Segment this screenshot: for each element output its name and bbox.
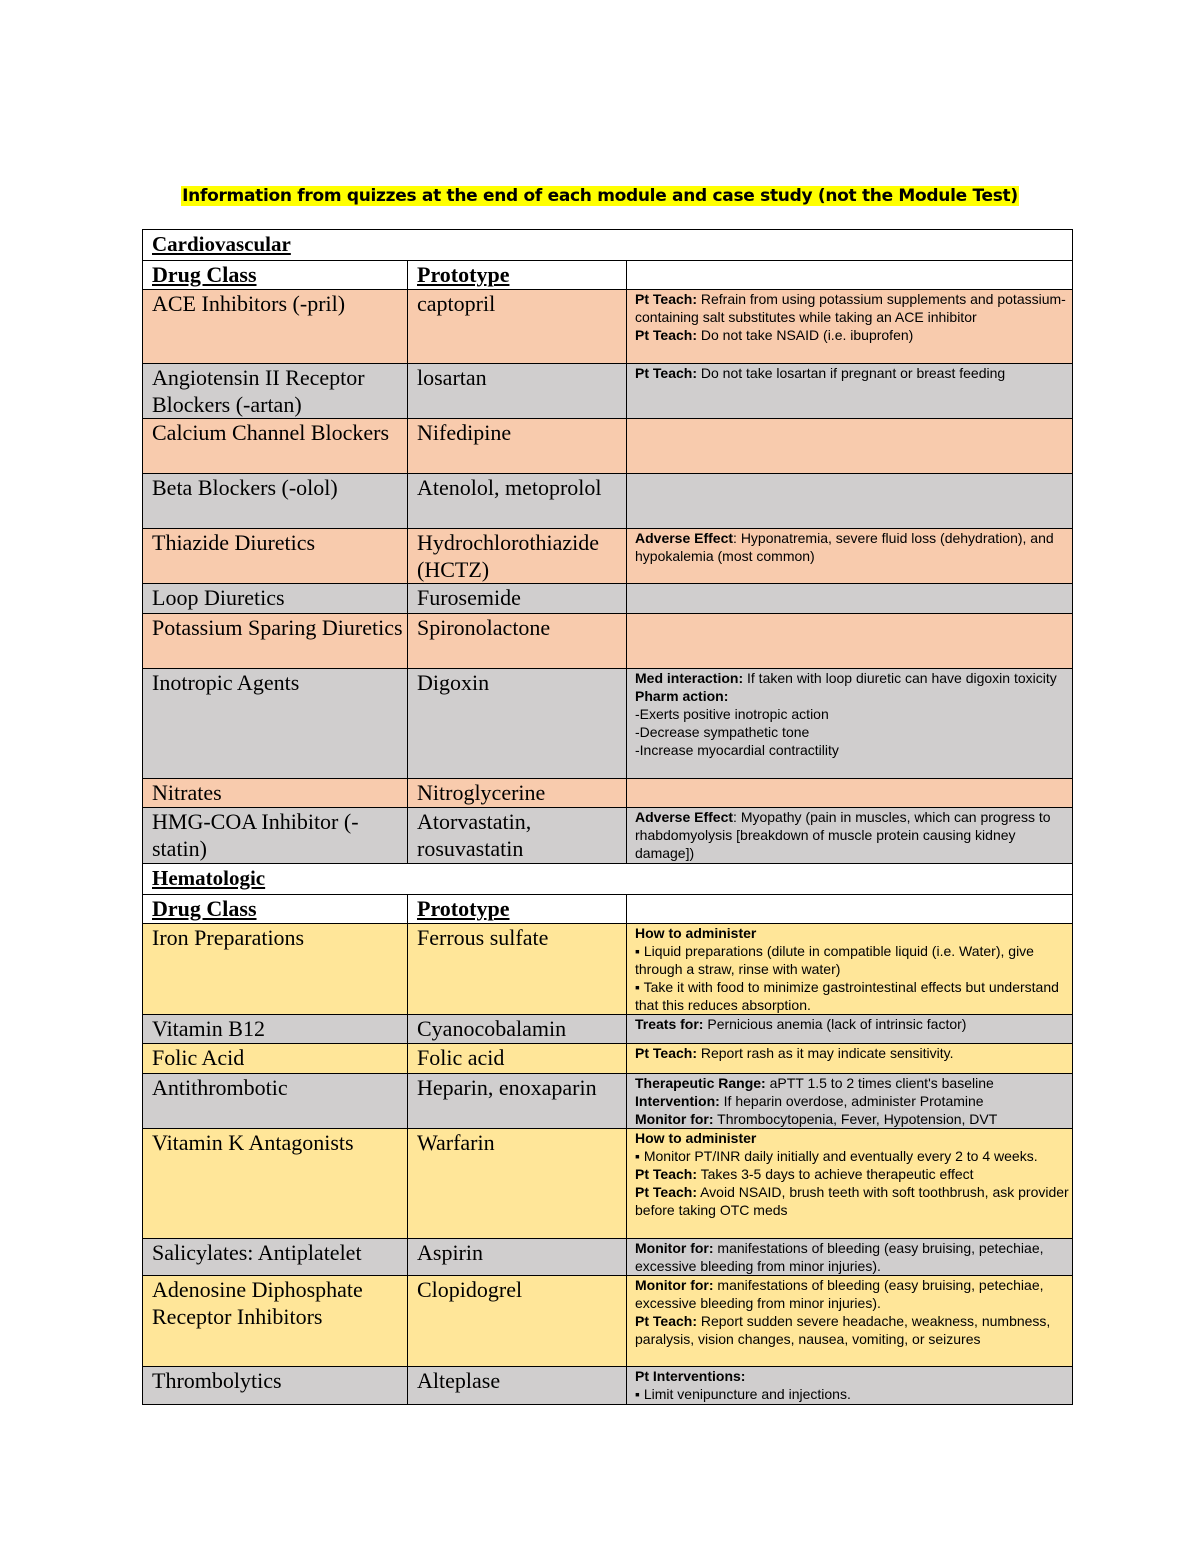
- drug-class-cell: ACE Inhibitors (-pril): [143, 290, 408, 364]
- note-line: Monitor for: manifestations of bleeding (easy bruising, petechiae, excessive bleeding from minor injuries).: [635, 1240, 1044, 1274]
- note-line: Med interaction: If taken with loop diuretic can have digoxin toxicity: [635, 670, 1057, 686]
- notes-cell: [627, 1276, 1073, 1367]
- note-line: How to administer: [635, 925, 757, 941]
- note-line: How to administer: [635, 1130, 757, 1146]
- drug-class-cell: Vitamin K Antagonists: [143, 1129, 408, 1239]
- table-row: [143, 364, 1073, 419]
- drug-class-cell: Antithrombotic: [143, 1074, 408, 1129]
- table-row: [143, 1129, 1073, 1239]
- note-line: Monitor for: Thrombocytopenia, Fever, Hypotension, DVT: [635, 1111, 998, 1127]
- table-row: [143, 1074, 1073, 1129]
- prototype-cell: Hydrochlorothiazide (HCTZ): [408, 529, 627, 584]
- note-line: Adverse Effect: Myopathy (pain in muscles, which can progress to rhabdomyolysis [breakdown of muscle protein causing kidney damage]): [635, 809, 1051, 861]
- note-line: Pt Teach: Do not take NSAID (i.e. ibuprofen): [635, 327, 914, 343]
- section-title-cardiovascular: Cardiovascular: [143, 230, 1073, 261]
- table-row: [143, 669, 1073, 779]
- prototype-cell: Nifedipine: [408, 419, 627, 474]
- note-line: Pt Teach: Avoid NSAID, brush teeth with soft toothbrush, ask provider before taking OTC meds: [635, 1184, 1069, 1218]
- header-row: [143, 261, 1073, 290]
- note-line: Therapeutic Range: aPTT 1.5 to 2 times client's baseline: [635, 1075, 994, 1091]
- note-line: Pharm action:: [635, 688, 729, 704]
- note-line: Treats for: Pernicious anemia (lack of intrinsic factor): [635, 1016, 967, 1032]
- column-header-drug-class: Drug Class: [143, 261, 408, 290]
- drug-class-cell: Loop Diuretics: [143, 584, 408, 614]
- column-header-notes: [627, 895, 1073, 924]
- prototype-cell: Folic acid: [408, 1044, 627, 1074]
- notes-cell: [627, 584, 1073, 614]
- column-header-notes: [627, 261, 1073, 290]
- prototype-cell: Ferrous sulfate: [408, 924, 627, 1015]
- drug-class-cell: Angiotensin II Receptor Blockers (-artan): [143, 364, 408, 419]
- notes-cell: [627, 779, 1073, 808]
- prototype-cell: Atenolol, metoprolol: [408, 474, 627, 529]
- table-row: [143, 1276, 1073, 1367]
- notes-cell: [627, 290, 1073, 364]
- table-row: [143, 1015, 1073, 1044]
- drug-class-cell: Folic Acid: [143, 1044, 408, 1074]
- prototype-cell: Furosemide: [408, 584, 627, 614]
- prototype-cell: losartan: [408, 364, 627, 419]
- drug-class-cell: Thiazide Diuretics: [143, 529, 408, 584]
- drug-class-cell: Calcium Channel Blockers: [143, 419, 408, 474]
- notes-cell: [627, 1239, 1073, 1276]
- prototype-cell: Heparin, enoxaparin: [408, 1074, 627, 1129]
- drug-class-cell: Inotropic Agents: [143, 669, 408, 779]
- table-row: [143, 584, 1073, 614]
- drug-class-cell: Vitamin B12: [143, 1015, 408, 1044]
- note-line: Pt Interventions:: [635, 1368, 746, 1384]
- note-line: ▪ Limit venipuncture and injections.: [635, 1386, 851, 1402]
- section-title-hematologic: Hematologic: [143, 864, 1073, 895]
- note-line: -Increase myocardial contractility: [635, 742, 839, 758]
- note-line: Pt Teach: Refrain from using potassium supplements and potassium-containing salt substitutes while taking an ACE inhibitor: [635, 291, 1066, 325]
- prototype-cell: Atorvastatin, rosuvastatin: [408, 808, 627, 864]
- drug-class-cell: Potassium Sparing Diuretics: [143, 614, 408, 669]
- notes-cell: [627, 474, 1073, 529]
- note-line: -Decrease sympathetic tone: [635, 724, 810, 740]
- prototype-cell: Nitroglycerine: [408, 779, 627, 808]
- note-line: Adverse Effect: Hyponatremia, severe fluid loss (dehydration), and hypokalemia (most common): [635, 530, 1054, 564]
- notes-cell: [627, 364, 1073, 419]
- prototype-cell: Spironolactone: [408, 614, 627, 669]
- notes-cell: [627, 1074, 1073, 1129]
- header-row: [143, 895, 1073, 924]
- notes-cell: [627, 924, 1073, 1015]
- column-header-prototype: Prototype: [408, 895, 627, 924]
- notes-cell: [627, 419, 1073, 474]
- drug-class-cell: Iron Preparations: [143, 924, 408, 1015]
- note-line: ▪ Liquid preparations (dilute in compatible liquid (i.e. Water), give through a straw, rinse with water): [635, 943, 1034, 977]
- table-row: [143, 1239, 1073, 1276]
- note-line: Pt Teach: Report sudden severe headache, weakness, numbness, paralysis, vision changes, nausea, vomiting, or seizures: [635, 1313, 1051, 1347]
- note-line: Pt Teach: Report rash as it may indicate sensitivity.: [635, 1045, 954, 1061]
- table-row: [143, 779, 1073, 808]
- note-line: Intervention: If heparin overdose, administer Protamine: [635, 1093, 984, 1109]
- notes-cell: [627, 529, 1073, 584]
- drug-table: [142, 229, 1073, 1405]
- prototype-cell: Digoxin: [408, 669, 627, 779]
- table-row: [143, 1044, 1073, 1074]
- note-line: -Exerts positive inotropic action: [635, 706, 829, 722]
- document-title-text: Information from quizzes at the end of each module and case study (not the Module Test): [182, 186, 1018, 206]
- section-row-hematologic: [143, 864, 1073, 895]
- notes-cell: [627, 1044, 1073, 1074]
- drug-class-cell: Beta Blockers (-olol): [143, 474, 408, 529]
- note-line: Monitor for: manifestations of bleeding (easy bruising, petechiae, excessive bleeding from minor injuries).: [635, 1277, 1044, 1311]
- table-row: [143, 924, 1073, 1015]
- column-header-drug-class: Drug Class: [143, 895, 408, 924]
- drug-class-cell: Nitrates: [143, 779, 408, 808]
- prototype-cell: Clopidogrel: [408, 1276, 627, 1367]
- prototype-cell: Aspirin: [408, 1239, 627, 1276]
- prototype-cell: Alteplase: [408, 1367, 627, 1405]
- table-row: [143, 290, 1073, 364]
- notes-cell: [627, 669, 1073, 779]
- table-row: [143, 474, 1073, 529]
- table-row: [143, 1367, 1073, 1405]
- table-row: [143, 614, 1073, 669]
- table-row: [143, 529, 1073, 584]
- note-line: ▪ Take it with food to minimize gastrointestinal effects but understand that this reduces absorption.: [635, 979, 1059, 1013]
- table-row: [143, 419, 1073, 474]
- prototype-cell: Warfarin: [408, 1129, 627, 1239]
- section-row-cardiovascular: [143, 230, 1073, 261]
- notes-cell: [627, 1015, 1073, 1044]
- drug-class-cell: HMG-COA Inhibitor (-statin): [143, 808, 408, 864]
- notes-cell: [627, 808, 1073, 864]
- note-line: Pt Teach: Takes 3-5 days to achieve therapeutic effect: [635, 1166, 974, 1182]
- note-line: Pt Teach: Do not take losartan if pregnant or breast feeding: [635, 365, 1006, 381]
- note-line: ▪ Monitor PT/INR daily initially and eventually every 2 to 4 weeks.: [635, 1148, 1038, 1164]
- notes-cell: [627, 1129, 1073, 1239]
- notes-cell: [627, 1367, 1073, 1405]
- prototype-cell: Cyanocobalamin: [408, 1015, 627, 1044]
- column-header-prototype: Prototype: [408, 261, 627, 290]
- drug-class-cell: Thrombolytics: [143, 1367, 408, 1405]
- notes-cell: [627, 614, 1073, 669]
- document-title: [0, 186, 1200, 206]
- prototype-cell: captopril: [408, 290, 627, 364]
- drug-class-cell: Salicylates: Antiplatelet: [143, 1239, 408, 1276]
- drug-class-cell: Adenosine Diphosphate Receptor Inhibitors: [143, 1276, 408, 1367]
- table-row: [143, 808, 1073, 864]
